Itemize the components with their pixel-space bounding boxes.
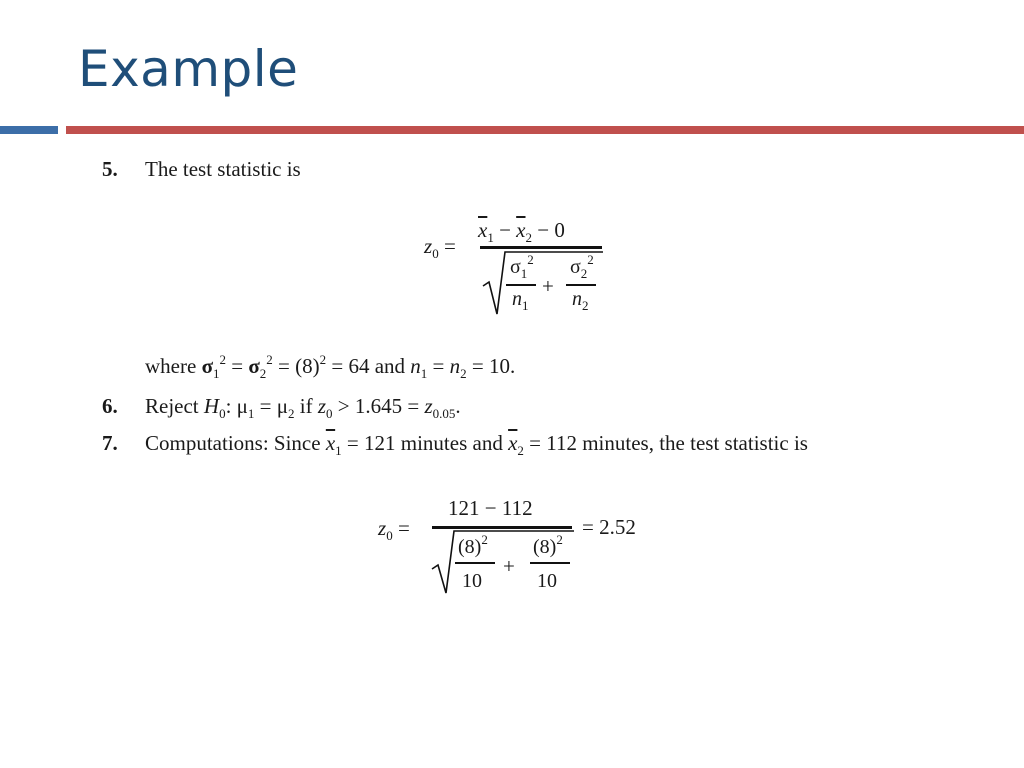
formula-2-term2-den: 10 — [537, 570, 557, 592]
formula-1-plus: + — [542, 274, 554, 298]
formula-2-term1-den: 10 — [462, 570, 482, 592]
formula-2-plus: + — [503, 554, 515, 578]
formula-1-n1: $n_1$ — [512, 288, 529, 313]
formula-1-n2: $n_2$ — [572, 288, 589, 313]
step-5-number: 5. — [102, 157, 118, 181]
step-7-number: 7. — [102, 431, 118, 455]
step-6-text: Reject $H_0$: $\mu_1 = \mu_2$ if $z_0 > 1.645 = z_{0.05}$. — [145, 394, 461, 421]
title-underline-left — [0, 126, 58, 134]
title-underline-right — [66, 126, 1024, 134]
step-5-text: The test statistic is — [145, 157, 301, 181]
formula-1-lhs: $z_0$ = — [424, 234, 456, 261]
formula-1-sigma1: $\sigma_1^2$ — [510, 252, 534, 281]
step-6-number: 6. — [102, 394, 118, 418]
slide-title: Example — [78, 40, 299, 98]
formula-1-sigma2: $\sigma_2^2$ — [570, 252, 594, 281]
formula-2-numerator: 121 − 112 — [448, 496, 533, 520]
step-7-text: Computations: Since $\overline{x}_1 = 121$ minutes and $\overline{x}_2 = 112$ minutes, the test statistic is — [145, 431, 808, 458]
where-line: where $\sigma_1^2 = \sigma_2^2 = (8)^2 = 64$ and $n_1 = n_2 = 10$. — [145, 352, 516, 381]
formula-2-lhs: $z_0$ = — [378, 516, 410, 543]
formula-2-term2-num: $(8)^2$ — [533, 532, 563, 558]
formula-1-fraction-bar — [480, 246, 602, 249]
formula-2-result: = 2.52 — [582, 515, 636, 539]
formula-2-term1-num: $(8)^2$ — [458, 532, 488, 558]
formula-1-numerator: $\overline{x}_1 - \overline{x}_2 - 0$ — [478, 218, 565, 245]
